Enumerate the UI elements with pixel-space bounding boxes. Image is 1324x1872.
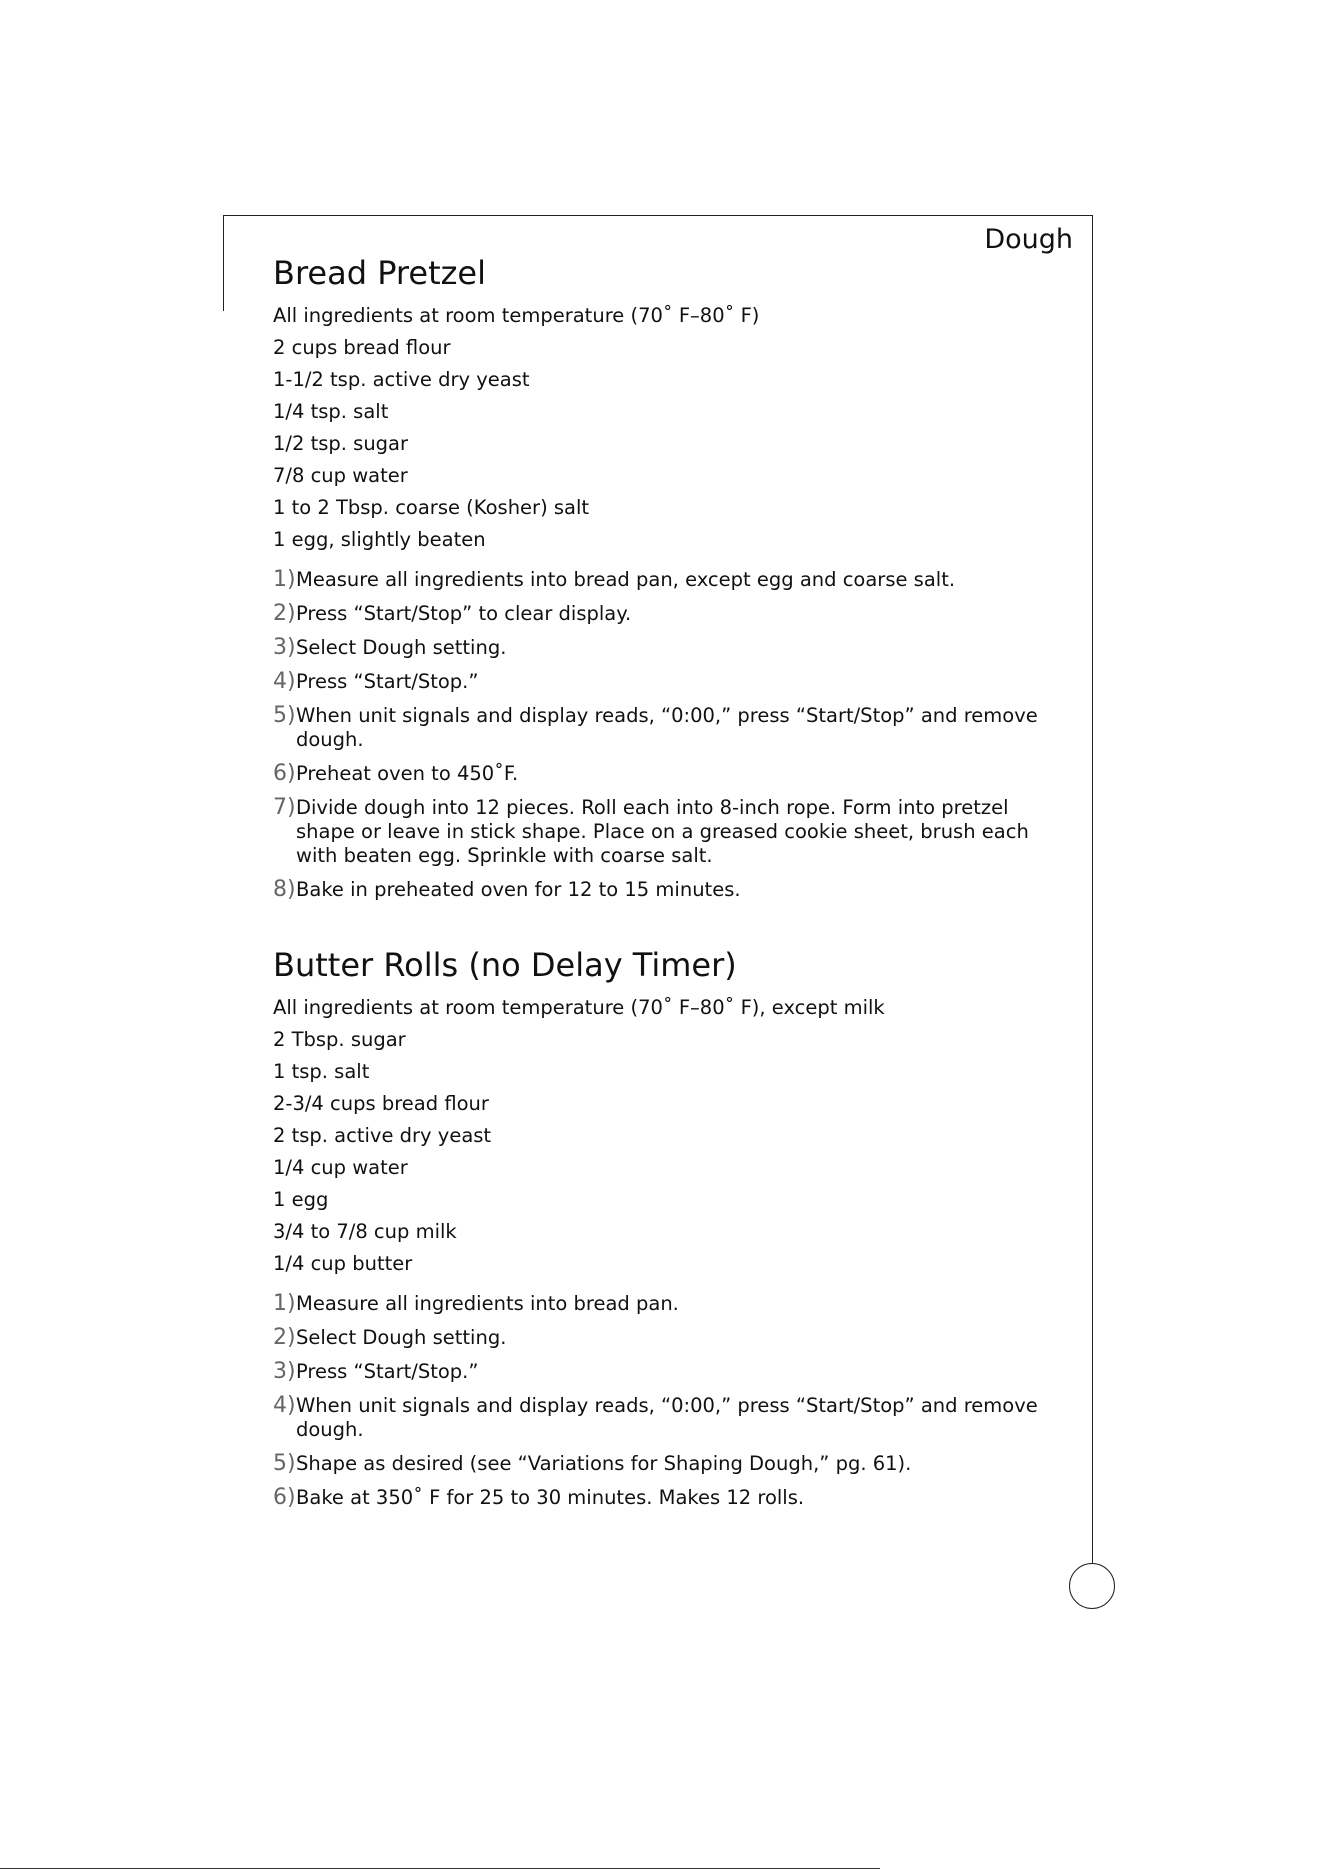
- ingredient-list: [273, 300, 1063, 556]
- ingredient-item: 2 cups bread flour: [273, 336, 451, 359]
- step-item: [273, 1292, 1063, 1316]
- step-number: 3): [273, 635, 296, 660]
- ingredient-item: 1/2 tsp. sugar: [273, 432, 409, 455]
- step-item: [273, 1394, 1063, 1442]
- ingredient-list: [273, 992, 1063, 1280]
- step-number: 4): [273, 669, 296, 694]
- step-number: 6): [273, 761, 296, 786]
- step-number: 2): [273, 1325, 296, 1350]
- recipe-title: Bread Pretzel: [273, 254, 486, 292]
- recipe-title: Butter Rolls (no Delay Timer): [273, 946, 737, 984]
- step-number: 4): [273, 1393, 296, 1418]
- step-number: 5): [273, 1451, 296, 1476]
- ingredient-item: 1/4 cup butter: [273, 1252, 413, 1275]
- frame-right-rule: [1092, 215, 1093, 1563]
- step-item: [273, 670, 1063, 694]
- step-list: [273, 568, 1063, 902]
- ingredient-item: 1/4 cup water: [273, 1156, 408, 1179]
- ingredient-item: 2-3/4 cups bread flour: [273, 1092, 489, 1115]
- bottom-rule: [0, 1868, 880, 1869]
- ingredient-item: 1 egg, slightly beaten: [273, 528, 486, 551]
- page-number-circle: [1069, 1563, 1115, 1609]
- ingredient-item: 7/8 cup water: [273, 464, 408, 487]
- step-item: [273, 1452, 1063, 1476]
- recipe-bread-pretzel: [273, 252, 1063, 902]
- step-number: 6): [273, 1485, 296, 1510]
- ingredient-item: 2 tsp. active dry yeast: [273, 1124, 492, 1147]
- recipe-butter-rolls: [273, 944, 1063, 1510]
- step-item: [273, 878, 1063, 902]
- step-item: [273, 1360, 1063, 1384]
- step-number: 7): [273, 795, 296, 820]
- step-item: [273, 636, 1063, 660]
- ingredient-item: 1 tsp. salt: [273, 1060, 370, 1083]
- step-text: Divide dough into 12 pieces. Roll each into 8-inch rope. Form into pretzel shape or leave in stick shape. Place on a greased cookie sheet, brush each with beaten egg. Sprinkle with coarse salt.: [296, 796, 1029, 867]
- step-number: 1): [273, 567, 296, 592]
- step-number: 3): [273, 1359, 296, 1384]
- step-text: Preheat oven to 450˚F.: [296, 762, 519, 785]
- ingredient-item: 2 Tbsp. sugar: [273, 1028, 406, 1051]
- step-text: Measure all ingredients into bread pan, except egg and coarse salt.: [296, 568, 956, 591]
- step-number: 2): [273, 601, 296, 626]
- ingredient-item: All ingredients at room temperature (70˚ F–80˚ F): [273, 304, 760, 327]
- step-text: Measure all ingredients into bread pan.: [296, 1292, 679, 1315]
- frame-top-rule: [223, 215, 1093, 216]
- page-content: [273, 252, 1063, 1520]
- step-text: Press “Start/Stop.”: [296, 670, 479, 693]
- ingredient-item: 1 egg: [273, 1188, 329, 1211]
- frame-left-rule: [223, 215, 224, 311]
- section-label: Dough: [984, 224, 1073, 255]
- step-text: Press “Start/Stop” to clear display.: [296, 602, 632, 625]
- step-list: [273, 1292, 1063, 1510]
- step-text: Select Dough setting.: [296, 1326, 507, 1349]
- step-item: [273, 1326, 1063, 1350]
- step-text: Press “Start/Stop.”: [296, 1360, 479, 1383]
- step-item: [273, 796, 1063, 868]
- step-text: When unit signals and display reads, “0:00,” press “Start/Stop” and remove dough.: [296, 704, 1038, 751]
- section-gap: [273, 912, 1063, 944]
- ingredient-item: 1-1/2 tsp. active dry yeast: [273, 368, 530, 391]
- step-item: [273, 602, 1063, 626]
- step-number: 1): [273, 1291, 296, 1316]
- step-number: 5): [273, 703, 296, 728]
- step-text: Select Dough setting.: [296, 636, 507, 659]
- ingredient-item: 3/4 to 7/8 cup milk: [273, 1220, 457, 1243]
- ingredient-item: 1 to 2 Tbsp. coarse (Kosher) salt: [273, 496, 590, 519]
- step-text: Bake in preheated oven for 12 to 15 minutes.: [296, 878, 741, 901]
- ingredient-item: All ingredients at room temperature (70˚ F–80˚ F), except milk: [273, 996, 885, 1019]
- step-item: [273, 568, 1063, 592]
- step-number: 8): [273, 877, 296, 902]
- step-text: Bake at 350˚ F for 25 to 30 minutes. Makes 12 rolls.: [296, 1486, 805, 1509]
- ingredient-item: 1/4 tsp. salt: [273, 400, 389, 423]
- step-text: When unit signals and display reads, “0:00,” press “Start/Stop” and remove dough.: [296, 1394, 1038, 1441]
- step-item: [273, 1486, 1063, 1510]
- step-item: [273, 704, 1063, 752]
- step-text: Shape as desired (see “Variations for Shaping Dough,” pg. 61).: [296, 1452, 912, 1475]
- step-item: [273, 762, 1063, 786]
